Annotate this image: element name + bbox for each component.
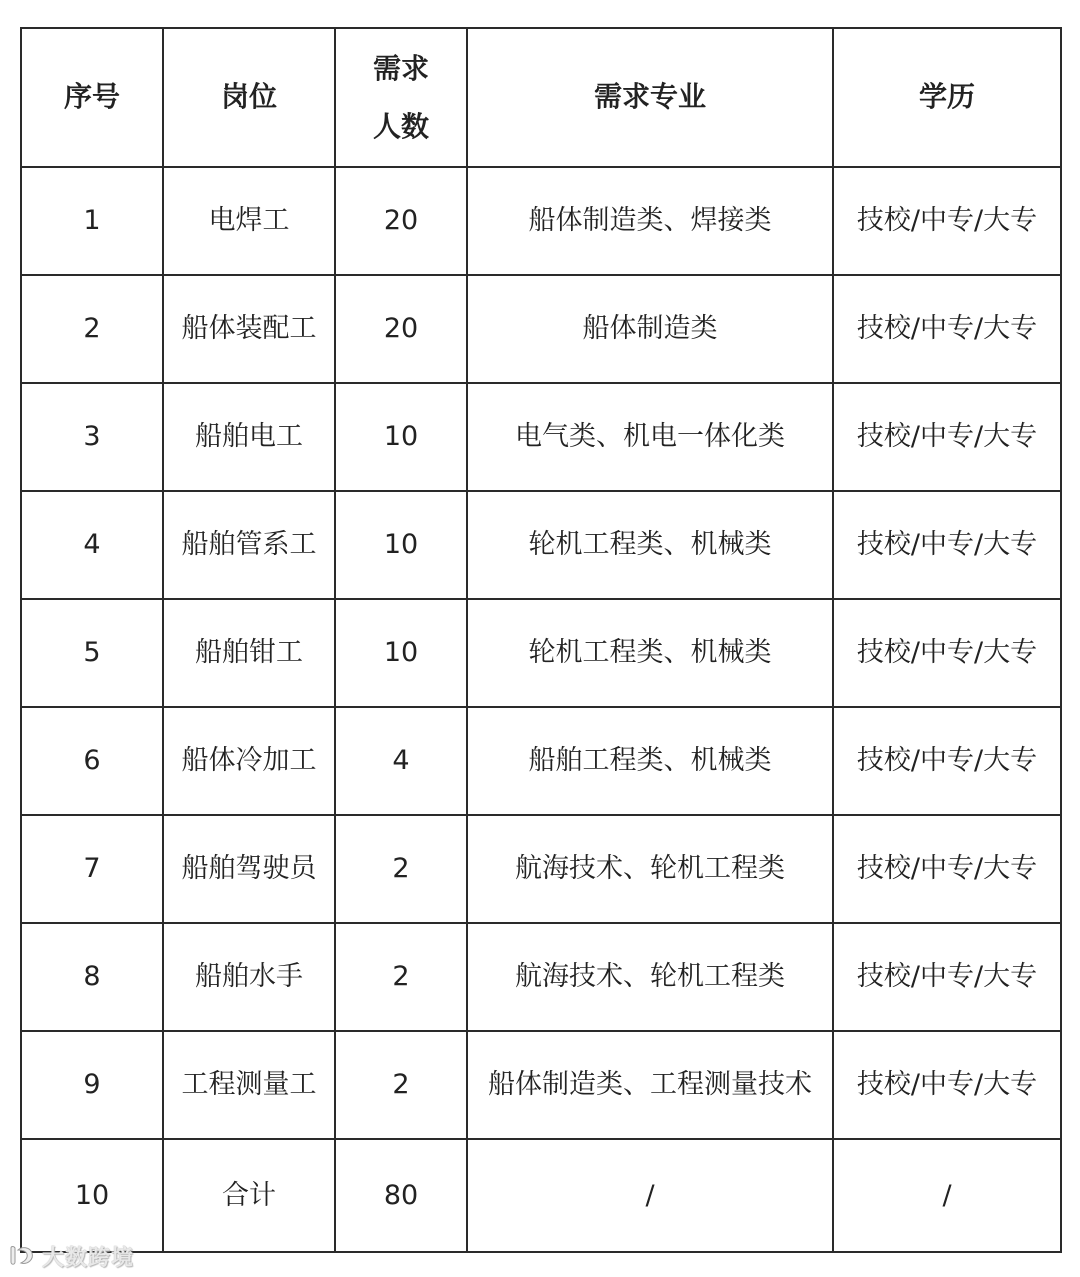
- watermark-text: 大数跨境: [42, 1245, 135, 1271]
- total-index: 10: [21, 1139, 163, 1252]
- cell-count: 20: [335, 275, 467, 383]
- table-row: [21, 707, 1061, 815]
- table-row: [21, 275, 1061, 383]
- total-education: /: [833, 1139, 1061, 1252]
- cell-position: 船体装配工: [163, 275, 335, 383]
- cell-index: 9: [21, 1031, 163, 1139]
- table-row: [21, 491, 1061, 599]
- cell-index: 7: [21, 815, 163, 923]
- total-count: 80: [335, 1139, 467, 1252]
- cell-education: 技校/中专/大专: [833, 167, 1061, 275]
- cell-education: 技校/中专/大专: [833, 923, 1061, 1031]
- recruitment-table: [20, 27, 1062, 1253]
- cell-major: 轮机工程类、机械类: [467, 491, 833, 599]
- table-total-row: [21, 1139, 1061, 1252]
- cell-major: 航海技术、轮机工程类: [467, 815, 833, 923]
- header-count-line2: 人数: [372, 109, 429, 143]
- cell-index: 2: [21, 275, 163, 383]
- cell-major: 电气类、机电一体化类: [467, 383, 833, 491]
- cell-count: 10: [335, 491, 467, 599]
- cell-position: 船舶水手: [163, 923, 335, 1031]
- header-index: 序号: [21, 28, 163, 167]
- table-row: [21, 923, 1061, 1031]
- cell-index: 8: [21, 923, 163, 1031]
- table-row: [21, 167, 1061, 275]
- cell-education: 技校/中专/大专: [833, 815, 1061, 923]
- cell-position: 船舶驾驶员: [163, 815, 335, 923]
- cell-major: 船舶工程类、机械类: [467, 707, 833, 815]
- cell-index: 5: [21, 599, 163, 707]
- header-education: 学历: [833, 28, 1061, 167]
- cell-count: 2: [335, 1031, 467, 1139]
- cell-position: 船舶管系工: [163, 491, 335, 599]
- watermark: [8, 1241, 134, 1271]
- brand-logo-icon: [8, 1244, 36, 1268]
- cell-count: 10: [335, 599, 467, 707]
- cell-index: 3: [21, 383, 163, 491]
- cell-education: 技校/中专/大专: [833, 491, 1061, 599]
- cell-position: 船体冷加工: [163, 707, 335, 815]
- cell-position: 船舶电工: [163, 383, 335, 491]
- table-header-row: [21, 28, 1061, 167]
- cell-count: 20: [335, 167, 467, 275]
- cell-position: 电焊工: [163, 167, 335, 275]
- cell-education: 技校/中专/大专: [833, 599, 1061, 707]
- total-label: 合计: [163, 1139, 335, 1252]
- header-count-line1: 需求: [372, 51, 429, 85]
- cell-position: 工程测量工: [163, 1031, 335, 1139]
- cell-education: 技校/中专/大专: [833, 275, 1061, 383]
- table-row: [21, 1031, 1061, 1139]
- cell-major: 船体制造类: [467, 275, 833, 383]
- cell-count: 4: [335, 707, 467, 815]
- header-major: 需求专业: [467, 28, 833, 167]
- table-row: [21, 599, 1061, 707]
- header-count: [335, 28, 467, 167]
- cell-major: 航海技术、轮机工程类: [467, 923, 833, 1031]
- cell-index: 1: [21, 167, 163, 275]
- cell-count: 2: [335, 815, 467, 923]
- cell-education: 技校/中专/大专: [833, 383, 1061, 491]
- cell-education: 技校/中专/大专: [833, 1031, 1061, 1139]
- cell-major: 船体制造类、焊接类: [467, 167, 833, 275]
- cell-index: 4: [21, 491, 163, 599]
- table-row: [21, 815, 1061, 923]
- cell-education: 技校/中专/大专: [833, 707, 1061, 815]
- cell-position: 船舶钳工: [163, 599, 335, 707]
- cell-major: 轮机工程类、机械类: [467, 599, 833, 707]
- cell-major: 船体制造类、工程测量技术: [467, 1031, 833, 1139]
- header-position: 岗位: [163, 28, 335, 167]
- total-major: /: [467, 1139, 833, 1252]
- table-row: [21, 383, 1061, 491]
- cell-count: 2: [335, 923, 467, 1031]
- cell-index: 6: [21, 707, 163, 815]
- cell-count: 10: [335, 383, 467, 491]
